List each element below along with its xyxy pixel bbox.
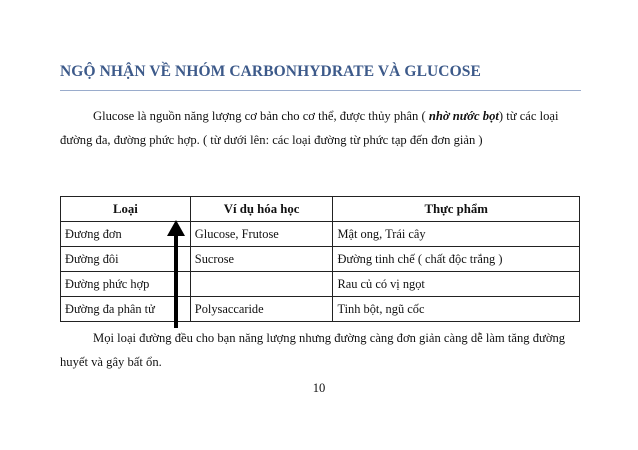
cell-food: Mật ong, Trái cây [333, 222, 580, 247]
table-header-row [61, 197, 580, 222]
intro-text-end: ) từ các loại đường đa, đường phức hợp. ( từ dưới lên: các loại đường từ phức tạp đến đơn giản ) [60, 109, 559, 147]
cell-food: Tinh bột, ngũ cốc [333, 297, 580, 322]
sugar-types-table [60, 196, 580, 322]
header-food: Thực phẩm [333, 197, 580, 222]
page-number: 10 [312, 381, 326, 395]
intro-text-start: Glucose là nguồn năng lượng cơ bản cho cơ thể, được thủy phân ( [93, 109, 429, 123]
section-heading: NGỘ NHẬN VỀ NHÓM CARBONHYDRATE VÀ GLUCOSE [60, 63, 481, 80]
cell-chemical: Sucrose [190, 247, 333, 272]
cell-food: Rau củ có vị ngọt [333, 272, 580, 297]
table-row [61, 222, 580, 247]
cell-type: Đường đa phân tử [61, 297, 191, 322]
header-type: Loại [61, 197, 191, 222]
table-row [61, 247, 580, 272]
intro-paragraph [60, 104, 580, 152]
heading-divider [60, 90, 581, 91]
conclusion-paragraph [60, 326, 580, 374]
cell-food: Đường tinh chế ( chất độc trắng ) [333, 247, 580, 272]
table-row [61, 272, 580, 297]
cell-type: Đường phức hợp [61, 272, 191, 297]
table-row [61, 297, 580, 322]
intro-emphasis: nhờ nước bọt [428, 109, 499, 123]
cell-type: Đường đôi [61, 247, 191, 272]
header-chemical-example: Ví dụ hóa học [190, 197, 333, 222]
cell-chemical: Glucose, Frutose [190, 222, 333, 247]
cell-chemical [190, 272, 333, 297]
conclusion-text: Mọi loại đường đều cho bạn năng lượng nhưng đường càng đơn giản càng dễ làm tăng đường huyết và gây bất ổn. [60, 331, 566, 369]
cell-chemical: Polysaccaride [190, 297, 333, 322]
cell-type: Đương đơn [61, 222, 191, 247]
